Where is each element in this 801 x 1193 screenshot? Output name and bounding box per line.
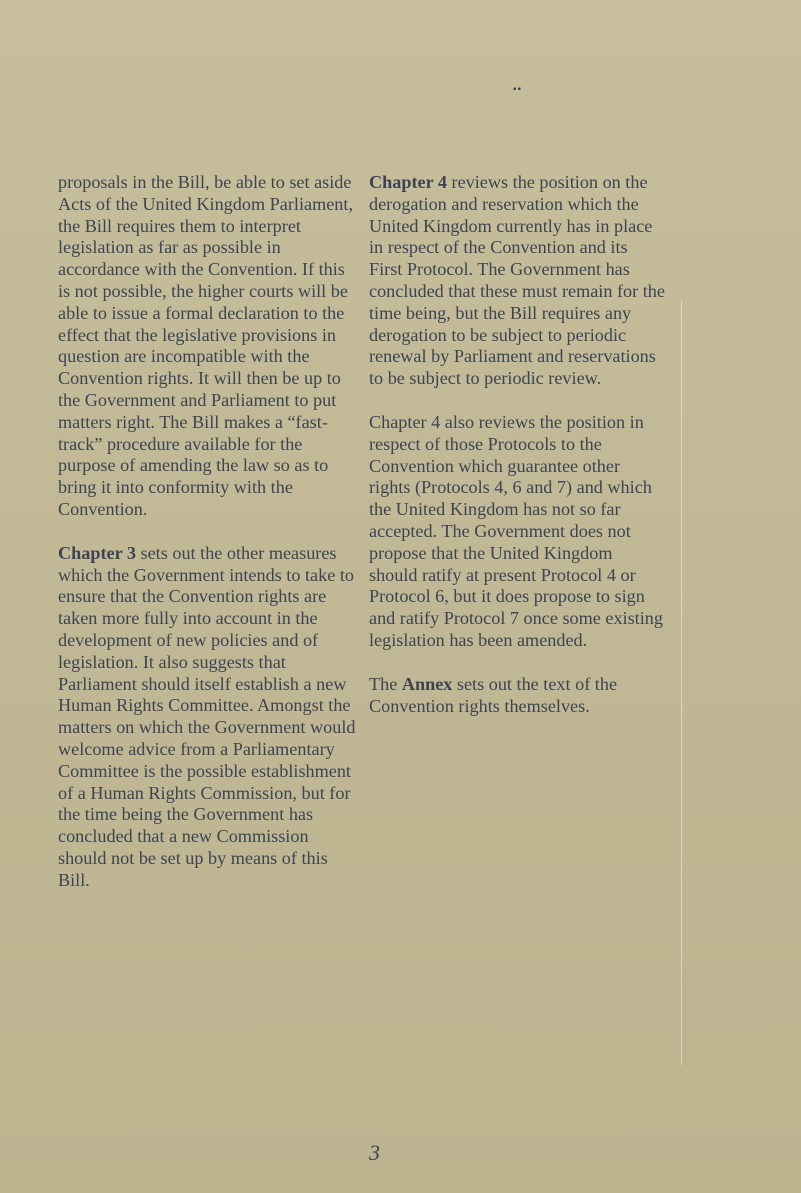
right-paragraph-3: The Annex sets out the text of the Convention rights themselves. [369, 673, 618, 716]
right-paragraph-2: Chapter 4 also reviews the position in respect of those Protocols to the Convention which guarantee other rights (Protocols 4, 6 and 7) and which the United Kingdom has not so far accepted. The Government does not propose that the United Kingdom should ratify at present Protocol 4 or Protocol 6, but it does propose to sign and ratify Protocol 7 once some existing legislation has been amended. [369, 411, 663, 650]
vertical-rule [681, 300, 682, 1065]
annex-lead: Annex [401, 673, 453, 694]
left-column [58, 172, 360, 914]
page-number: 3 [369, 1140, 380, 1165]
right-column [369, 172, 665, 739]
chapter-3-lead: Chapter 3 [58, 542, 136, 563]
print-speck: ▪▪ [513, 84, 523, 95]
left-paragraph-1: proposals in the Bill, be able to set aside Acts of the United Kingdom Parliament, the Bill requires them to interpret legislation as far as possible in accordance with the Convention. If this is not possible, the higher courts will be able to issue a formal declaration to the effect that the legislative provisions in question are incompatible with the Convention rights. It will then be up to the Government and Parliament to put matters right. The Bill makes a “fast-track” procedure available for the purpose of amending the law so as to bring it into conformity with the Convention. [58, 172, 353, 519]
chapter-3-text: sets out the other measures which the Government intends to take to ensure that the Convention rights are taken more fully into account in the development of new policies and of legislation. It also suggests that Parliament should itself establish a new Human Rights Committee. Amongst the matters on which the Government would welcome advice from a Parliamentary Committee is the possible establishment of a Human Rights Commission, but for the time being the Government has concluded that a new Commission should not be set up by means of this Bill. [58, 542, 356, 890]
left-paragraph-2 [58, 543, 360, 892]
right-paragraph-1 [369, 172, 665, 390]
chapter-4-lead: Chapter 4 [369, 172, 447, 192]
chapter-4-text: reviews the position on the derogation and reservation which the United Kingdom currently has in place in respect of the Convention and its First Protocol. The Government has concluded that these must remain for the time being, but the Bill requires any derogation to be subject to periodic renewal by Parliament and reservations to be subject to periodic review. [369, 172, 665, 389]
annex-text: sets out the text of the Convention rights themselves. [369, 673, 618, 716]
